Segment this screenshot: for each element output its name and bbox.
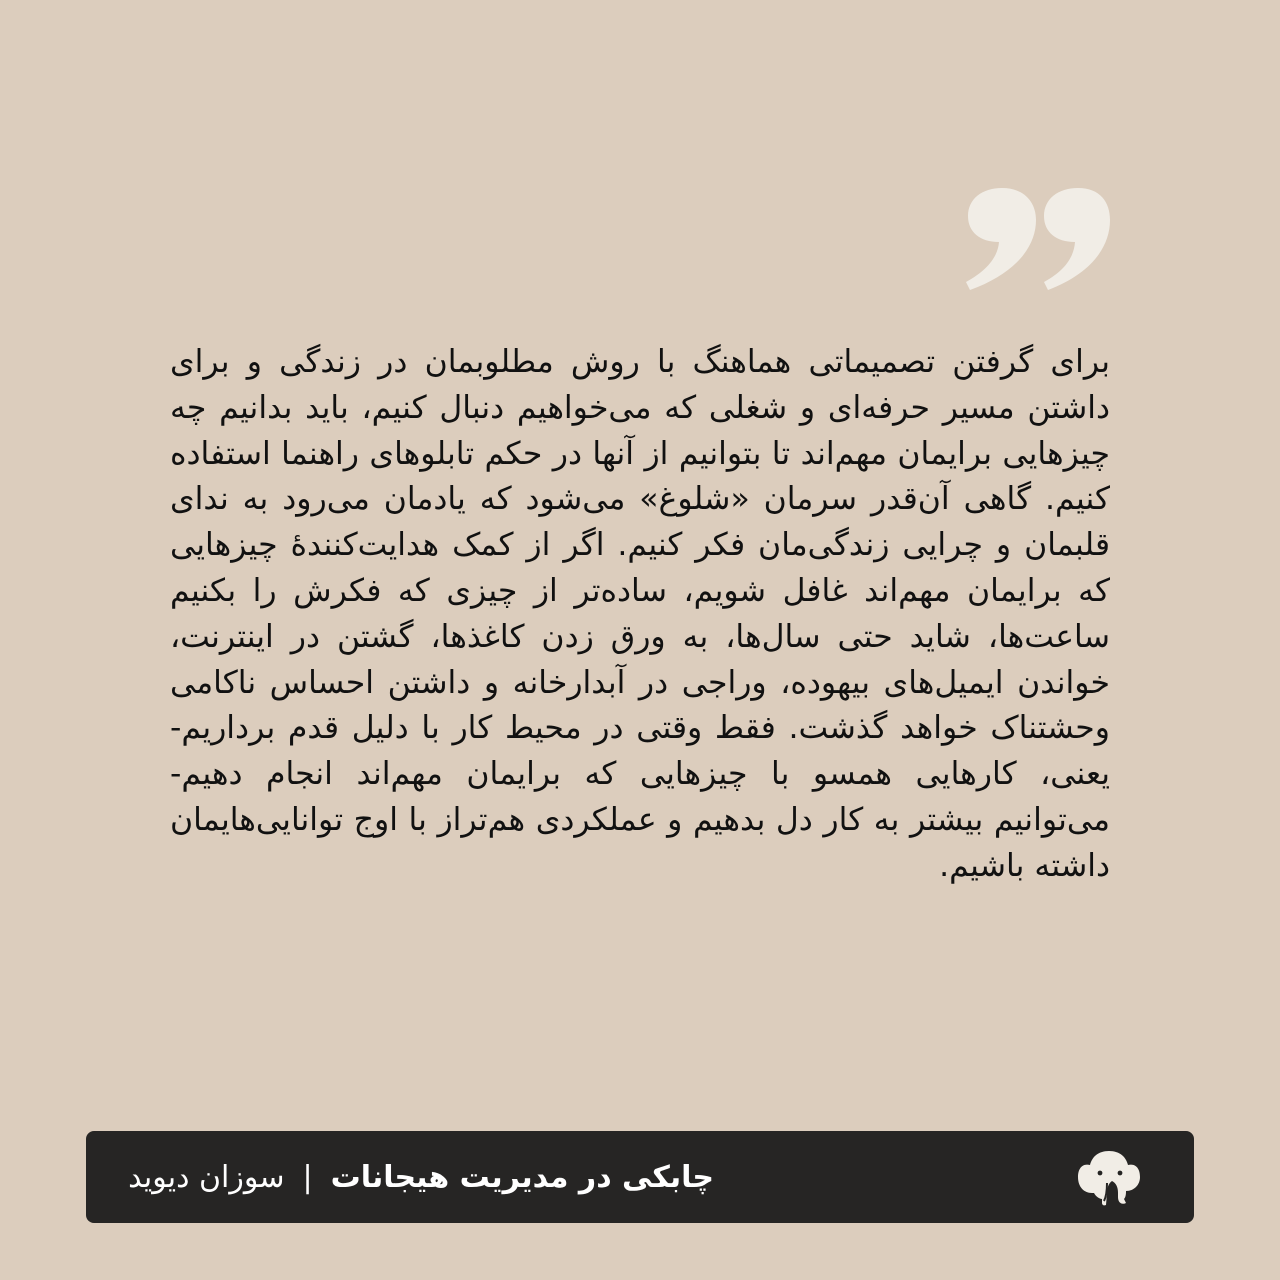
footer-credits [128, 1131, 714, 1223]
closing-quote-icon [962, 186, 1112, 292]
footer-separator: | [302, 1159, 313, 1195]
book-title: چابکی در مدیریت هیجانات [330, 1159, 714, 1195]
quote-text: برای گرفتن تصمیماتی هماهنگ با روش مطلوبمان در زندگی و برای داشتن مسیر حرفه‌ای و شغلی که می‌خواهیم دنبال کنیم، باید بدانیم چه چیزهایی برایمان مهم‌اند تا بتوانیم از آنها در حکم تابلوهای راهنما استفاده کنیم. گاهی آن‌قدر سرمان «شلوغ» می‌شود که یادمان می‌رود به ندای قلبمان و چرایی زندگی‌مان فکر کنیم. اگر از کمک هدایت‌کنندۀ چیزهایی که برایمان مهم‌اند غافل شویم، ساده‌تر از چیزی که فکرش را بکنیم ساعت‌ها، شاید حتی سال‌ها، به ورق زدن کاغذها، گشتن در اینترنت، خواندن ایمیل‌های بیهوده، وراجی در آبدارخانه و داشتن احساس ناکامی وحشتناک خواهد گذشت. فقط وقتی در محیط کار با دلیل قدم برداریم-یعنی، کارهایی همسو با چیزهایی که برایمان مهم‌اند انجام دهیم- می‌توانیم بیشتر به کار دل بدهیم و عملکردی هم‌تراز با اوج توانایی‌هایمان داشته باشیم. [170, 344, 1110, 884]
author-name: سوزان دیوید [128, 1159, 285, 1195]
footer-bar [86, 1131, 1194, 1223]
elephant-logo-icon [1076, 1147, 1142, 1207]
